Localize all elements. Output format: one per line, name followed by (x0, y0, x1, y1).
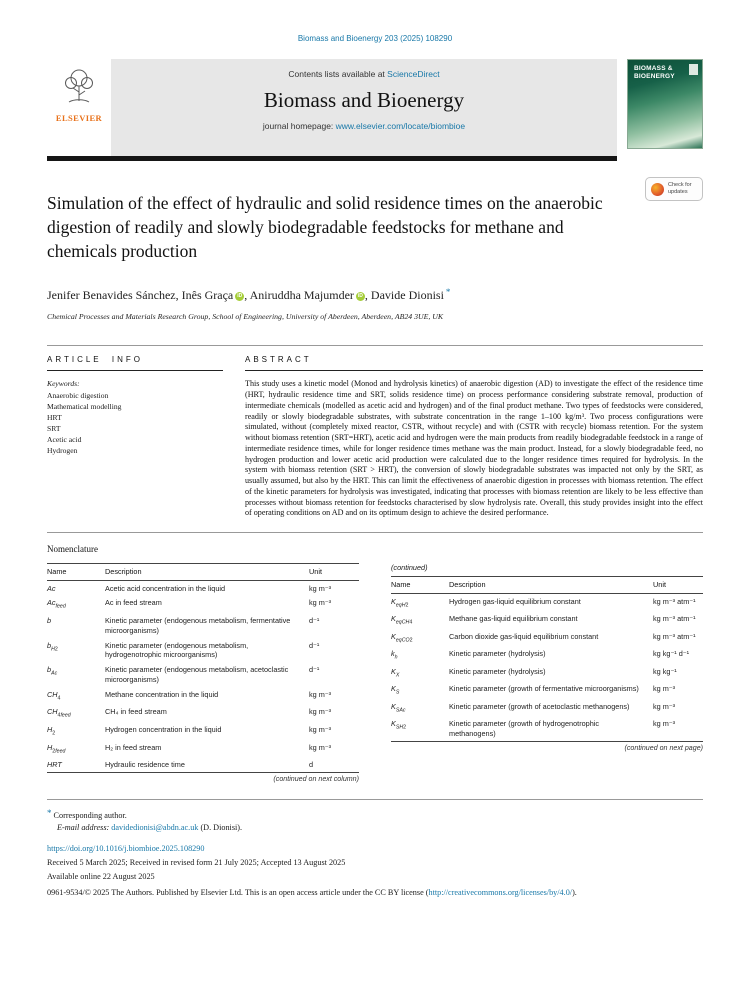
col-header-name: Name (47, 567, 67, 577)
article-title: Simulation of the effect of hydraulic and solid residence times on the anaerobic digestion of readily and slowly biodegradable feedstocks for methane and chemicals production (47, 193, 603, 262)
author-name: Jenifer Benavides Sánchez (47, 288, 176, 303)
elsevier-tree-icon (61, 67, 97, 109)
symbol: $K_S$ (391, 684, 400, 696)
crossmark-icon (651, 183, 664, 196)
table-row (391, 647, 703, 665)
received-dates: Received 5 March 2025; Received in revised form 21 July 2025; Accepted 13 August 2025 (47, 858, 346, 868)
symbol: $K_X$ (391, 666, 400, 679)
article-info-heading: ARTICLE INFO (47, 355, 143, 365)
col-header-name: Name (391, 580, 411, 590)
description: Methane gas-liquid equilibrium constant (449, 614, 578, 624)
sciencedirect-link[interactable]: ScienceDirect (387, 69, 440, 79)
col-header-unit: Unit (309, 567, 322, 577)
description: Kinetic parameter (growth of acetoclastic methanogens) (449, 701, 630, 711)
symbol: $k_h$ (391, 649, 398, 661)
unit: kg m⁻³ atm⁻¹ (653, 596, 696, 606)
description: Hydraulic residence time (105, 760, 185, 770)
table-row (391, 682, 703, 700)
orcid-icon[interactable]: iD (237, 293, 243, 300)
unit: d⁻¹ (309, 615, 320, 625)
symbol: $K_{SAc}$ (391, 701, 406, 714)
symbol: $CH_{4feed}$ (47, 707, 71, 719)
masthead (47, 59, 617, 156)
keyword-item: HRT (47, 413, 62, 423)
homepage-label: journal homepage: (262, 121, 336, 131)
table-row (47, 613, 359, 638)
doi-link[interactable]: https://doi.org/10.1016/j.biombioe.2025.108290 (47, 844, 205, 854)
description: CH₄ in feed stream (105, 707, 167, 717)
col-header-description: Description (449, 580, 486, 590)
elsevier-wordmark: ELSEVIER (55, 113, 103, 123)
check-badge-label: Check for updates (668, 182, 692, 196)
keyword-item: Hydrogen (47, 446, 78, 456)
masthead-rule (47, 156, 617, 161)
description: Carbon dioxide gas-liquid equilibrium constant (449, 631, 599, 641)
col-header-description: Description (105, 567, 142, 577)
description: Kinetic parameter (endogenous metabolism, acetoclastic microorganisms) (105, 665, 289, 685)
table-row (47, 663, 359, 688)
unit: kg kg⁻¹ d⁻¹ (653, 649, 690, 659)
article-info-rule (47, 370, 223, 371)
unit: kg m⁻³ (309, 707, 332, 717)
table-row (391, 629, 703, 647)
masthead-center (111, 59, 617, 131)
abstract-text: This study uses a kinetic model (Monod and hydrolysis kinetics) of anaerobic digestion (AD) to investigate the effect of the residence time (HRT, hydraulic residence time and SRT, solids residence time) on process performance considering substrate removal, production of intermediate chemicals (modelled as acetic acid and hydrogen) and of the final product methane. Two types of feedstocks were considered, readily or slowly biodegradable substrates, with substrate concentration in the range 1–100 kg/m³. Two process configurations were simulated, without (completely mixed reactor, CSTR, without recycle) and with (CSTR with recycle) biomass retention. For the system without biomass retention (SRT=HRT), acetic acid and hydrogen were the main products from readily biodegradable feedstock in a range of intermediate residence times, while for longer residence times methane was the main product. Instead, for a slowly biodegradable feed, no hydrogen production and lower acetic acid production were calculated due to the longer residence times required for hydrolysis. In the system with biomass retention (SRT > HRT), the conversion of slowly biodegradable substrates was impacted not only by the SRT, as usually assumed, but also by the HRT. This can limit the effectiveness of anaerobic digestion in processes with biomass retention. The effect of the kinetic parameters for hydrolysis was investigated, indicating that processes with biomass retention are likely to be less effective than processes without biomass retention for feedstocks characterised by slow hydrolysis rate. Overall, this study provides insight into the effect of operating conditions on AD and on its optimum design to achieve the desired performance. (245, 379, 703, 518)
keywords-label: Keywords: (47, 379, 80, 389)
info-abstract-section (47, 345, 703, 519)
masthead-row (47, 59, 703, 161)
symbol: $b_{Ac}$ (47, 665, 58, 677)
author-name: Davide Dionisi (370, 288, 444, 303)
unit: kg m⁻³ (653, 701, 676, 711)
unit: d⁻¹ (309, 665, 320, 675)
elsevier-logo[interactable] (47, 59, 111, 156)
symbol: $Ac_{feed}$ (47, 598, 66, 610)
contents-prefix: Contents lists available at (288, 69, 388, 79)
unit: kg m⁻³ (653, 719, 676, 729)
masthead-stack (47, 59, 617, 161)
continued-label: (continued) (391, 563, 428, 573)
symbol: $CH_4$ (47, 689, 61, 702)
author-list: Jenifer Benavides Sánchez, Inês Graça iD , Aniruddha Majumder iD , Davide Dionisi * (47, 287, 451, 303)
nomenclature-table-left (47, 563, 359, 783)
description: Kinetic parameter (hydrolysis) (449, 649, 546, 659)
symbol: $b_{H2}$ (47, 640, 58, 653)
description: Hydrogen gas-liquid equilibrium constant (449, 596, 581, 606)
email-line (47, 823, 703, 832)
unit: kg m⁻³ (309, 583, 332, 593)
table-row (391, 664, 703, 682)
unit: kg m⁻³ atm⁻¹ (653, 631, 696, 641)
email-link[interactable]: davidedionisi@abdn.ac.uk (111, 823, 199, 833)
orcid-icon[interactable]: iD (357, 293, 363, 300)
symbol: $K_{eqCH4}$ (391, 614, 413, 626)
license-link[interactable]: http://creativecommons.org/licenses/by/4.0/ (428, 888, 573, 898)
available-online: Available online 22 August 2025 (47, 872, 155, 882)
unit: kg m⁻³ (309, 689, 332, 699)
homepage-line (111, 121, 617, 131)
cover-elsevier-mark-icon (689, 64, 698, 75)
description: Kinetic parameter (endogenous metabolism, fermentative microorganisms) (105, 615, 291, 635)
description: Kinetic parameter (growth of fermentative microorganisms) (449, 684, 639, 694)
unit: d (309, 760, 314, 770)
description: Hydrogen concentration in the liquid (105, 725, 222, 735)
unit: kg m⁻³ (309, 742, 332, 752)
corresponding-author-mark: * (445, 287, 451, 298)
homepage-link[interactable]: www.elsevier.com/locate/biombioe (335, 121, 466, 131)
symbol: $K_{SH2}$ (391, 719, 407, 731)
table-row (47, 723, 359, 741)
unit: kg kg⁻¹ (653, 666, 677, 676)
nomenclature-section (47, 544, 703, 783)
keyword-item: Mathematical modelling (47, 402, 122, 412)
table-row (47, 740, 359, 758)
symbol: $K_{eqH2}$ (391, 596, 409, 608)
table-row (391, 612, 703, 630)
unit: d⁻¹ (309, 640, 320, 650)
email-suffix: (D. Dionisi). (198, 823, 243, 833)
journal-ref-link[interactable]: Biomass and Bioenergy 203 (2025) 108290 (297, 34, 453, 43)
email-label: E-mail address: (57, 823, 112, 833)
description: Ac in feed stream (105, 598, 162, 608)
author-name: Inês Graça (181, 288, 234, 303)
nomenclature-header-row (47, 564, 359, 581)
table-row (47, 596, 359, 614)
symbol: $H_2$ (47, 725, 56, 737)
continued-next-page-note: (continued on next page) (624, 744, 703, 753)
keyword-item: SRT (47, 424, 61, 434)
abstract-heading: ABSTRACT (245, 355, 312, 365)
symbol: HRT (47, 760, 62, 770)
col-header-unit: Unit (653, 580, 666, 590)
article-info-column (47, 355, 223, 519)
keyword-item: Anaerobic digestion (47, 391, 109, 401)
table-row (391, 717, 703, 742)
table-row (47, 581, 359, 596)
table-row (47, 705, 359, 723)
section-divider (47, 532, 703, 533)
description: H₂ in feed stream (105, 742, 162, 752)
copyright-line: 0961-9534/© 2025 The Authors. Published by Elsevier Ltd. This is an open access article under the CC BY license (http://creativecommons.org/licenses/by/4.0/). (47, 888, 577, 898)
description: Acetic acid concentration in the liquid (105, 583, 226, 593)
journal-cover[interactable] (627, 59, 703, 149)
unit: kg m⁻³ atm⁻¹ (653, 614, 696, 624)
description: Methane concentration in the liquid (105, 689, 219, 699)
footnotes (47, 799, 703, 897)
check-for-updates-badge[interactable] (645, 177, 703, 201)
table-row (391, 699, 703, 717)
description: Kinetic parameter (endogenous metabolism, hydrogenotrophic microorganisms) (105, 640, 249, 660)
abstract-column (245, 355, 703, 519)
abstract-rule (245, 370, 703, 371)
nomenclature-table-right (391, 563, 703, 783)
nomenclature-heading: Nomenclature (47, 544, 98, 555)
symbol: $H_{2feed}$ (47, 742, 66, 754)
nomenclature-header-row (391, 577, 703, 594)
author-name: Aniruddha Majumder (249, 288, 354, 303)
continued-next-column-note: (continued on next column) (273, 775, 359, 784)
journal-title: Biomass and Bioenergy (263, 88, 465, 112)
title-block (47, 182, 703, 263)
table-row (47, 687, 359, 705)
contents-line (111, 69, 617, 79)
cover-title: BIOMASS & BIOENERGY (634, 65, 675, 81)
table-row (47, 638, 359, 663)
unit: kg m⁻³ (653, 684, 676, 694)
corresponding-author-note: * Corresponding author. (47, 808, 127, 821)
description: Kinetic parameter (growth of hydrogenotrophic methanogens) (449, 719, 600, 739)
affiliation: Chemical Processes and Materials Research Group, School of Engineering, University of Aberdeen, Aberdeen, AB24 3UE, UK (47, 312, 444, 322)
symbol: Ac (47, 583, 56, 593)
keyword-item: Acetic acid (47, 435, 82, 445)
unit: kg m⁻³ (309, 725, 332, 735)
table-row (47, 758, 359, 773)
table-row (391, 594, 703, 612)
unit: kg m⁻³ (309, 598, 332, 608)
symbol: b (47, 615, 52, 625)
symbol: $K_{eqCO2}$ (391, 631, 413, 644)
description: Kinetic parameter (hydrolysis) (449, 666, 546, 676)
